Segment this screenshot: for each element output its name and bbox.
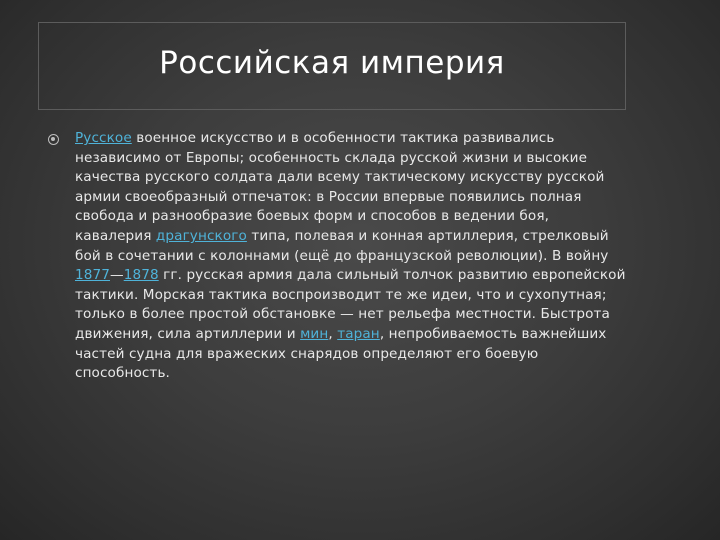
text-run: , [328,325,338,342]
body-paragraph [75,129,627,384]
hyperlink[interactable]: таран [337,325,380,342]
hyperlink[interactable]: 1877 [75,267,110,284]
hyperlink[interactable]: драгунского [155,227,247,244]
hyperlink[interactable]: мин [300,325,329,342]
text-run: — [110,267,124,284]
slide-title: Российская империя [159,45,505,81]
hyperlink[interactable]: Русское [75,130,132,146]
text-run: военное искусство и в особенности тактика развивались независимо от Европы; особенность склада русской жизни и высокие качества русского солдата дали всему тактическому искусству русской армии своеобразный отпечаток: в России впервые появились полная свобода и разнообразие боевых форм и способов в ведении боя, кавалерия [75,130,605,244]
bullet-circle-icon [48,134,59,145]
text-run: , непробиваемость важнейших частей судна для вражеских снарядов определяют его боевую способность. [75,325,607,382]
title-placeholder [38,22,626,110]
hyperlink[interactable]: 1878 [123,267,159,284]
text-run: гг. русская армия дала сильный толчок развитию европейской тактики. Морская тактика воспроизводит те же идеи, что и сухопутная; только в более простой обстановке — нет рельефа местности. Быстрота движения, сила артиллерии и [75,267,626,342]
text-run: типа, полевая и конная артиллерия, стрелковый бой в сочетании с колоннами (ещё до французской революции). В войну [75,227,609,264]
